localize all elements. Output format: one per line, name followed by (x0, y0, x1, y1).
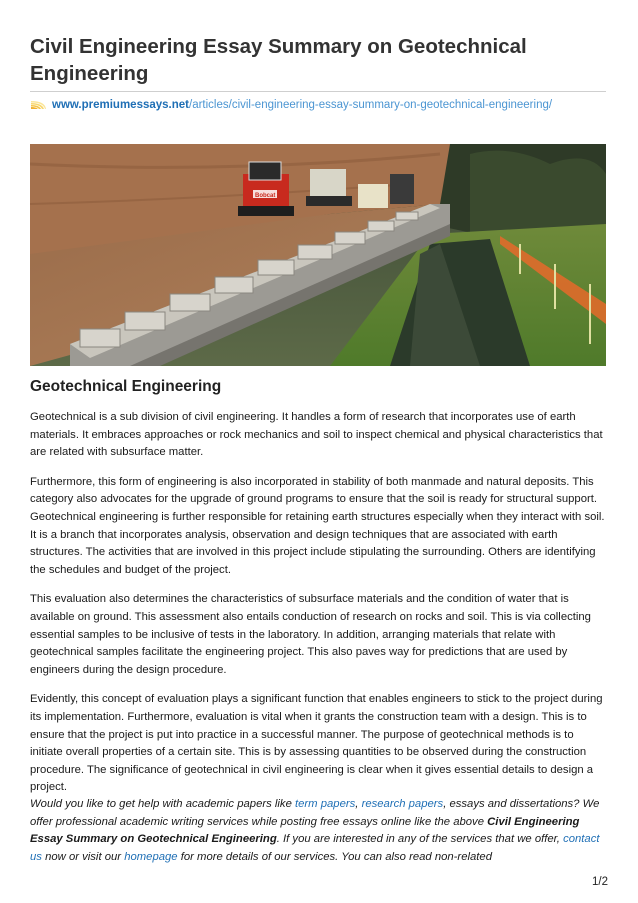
term-papers-link[interactable]: term papers (295, 798, 356, 810)
rss-feed-icon (30, 99, 46, 115)
promo-text: Would you like to get help with academic papers like (30, 798, 295, 810)
contact-us-link[interactable]: contact us (30, 833, 600, 863)
paragraph: Geotechnical is a sub division of civil engineering. It handles a form of research that incorporates use of earth materials. It embraces approaches or rock mechanics and soil to inspect chemical and physical characteristics that are related with subsurface matter. (30, 411, 603, 459)
section-heading: Geotechnical Engineering (30, 378, 222, 395)
promo-text: , essays and dissertations? We offer professional academic writing services while posting free essays online like the above (30, 798, 600, 828)
construction-photo (30, 144, 606, 366)
research-papers-link[interactable]: research papers (361, 798, 444, 810)
source-host[interactable]: www.premiumessays.net (52, 99, 189, 111)
page-number: 1/2 (592, 876, 608, 888)
paragraph: Evidently, this concept of evaluation plays a significant function that enables engineers to stick to the project during its implementation. Furthermore, evaluation is vital when it grants the construction team with a design. This is to ensure that the project is put into practice in a successful manner. The purpose of geotechnical methods is to initiate overall properties of a certain site. This is by assessing quantities to be observed during the construction procedure. The significance of geotechnical in civil engineering is clear when it gives essential details to design a project. (30, 693, 603, 794)
paragraph: This evaluation also determines the characteristics of subsurface materials and the condition of water that is available on ground. This assessment also entails conduction of research on rocks and soil. This is via collecting essential samples to be inclusive of tests in the laboratory. In addition, arranging materials that relate with geotechnical samples facilitate the engineering project. This also paves way for predictions that are used by engineers during the design procedure. (30, 593, 591, 676)
promo-text: , (355, 798, 362, 810)
title-divider (30, 91, 606, 92)
source-url[interactable] (30, 97, 552, 115)
promo-text: now or visit our (41, 850, 125, 863)
promo-text: . If you are interested in any of the services that we offer, (276, 833, 564, 846)
homepage-link[interactable]: homepage (124, 850, 178, 863)
promo-text: for more details of our services. You can also read non-related (177, 850, 492, 863)
source-path[interactable]: /articles/civil-engineering-essay-summary-on-geotechnical-engineering/ (189, 99, 553, 111)
promo-bold-title: Civil Engineering Essay Summary on Geotechnical Engineering (30, 815, 580, 846)
promo-paragraph (30, 796, 608, 866)
bobcat-label: Bobcat (255, 193, 276, 199)
paragraph: Furthermore, this form of engineering is also incorporated in stability of both manmade and natural deposits. This category also advocates for the upgrade of ground programs to ensure that the soil is ready for structural support. Geotechnical engineering is further responsible for retaining earth structures especially when they interact with soil. It is a branch that incorporates analysis, observation and design techniques that are associated with earth structures. The activities that are involved in this project include stipulating the surrounding. Others are identifying the schedules and budget of the project. (30, 475, 605, 576)
article-body (30, 409, 608, 809)
page-title: Civil Engineering Essay Summary on Geotechnical Engineering (30, 35, 527, 85)
